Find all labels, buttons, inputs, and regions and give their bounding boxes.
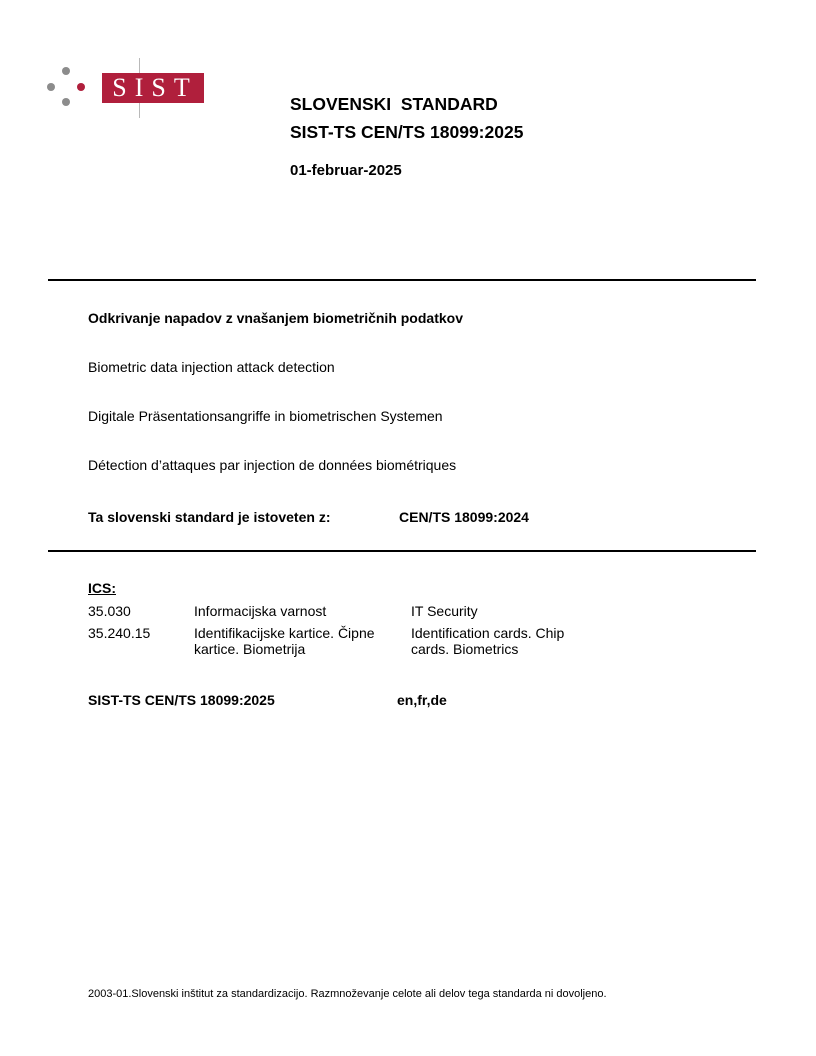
ics-title-sl: Informacijska varnost — [194, 603, 327, 619]
standard-code: SIST-TS CEN/TS 18099:2025 — [290, 122, 524, 142]
identity-label: Ta slovenski standard je istoveten z: — [88, 509, 331, 525]
ics-title-sl: Identifikacijske kartice. Čipne kartice. Biometrija — [194, 625, 375, 657]
sist-logo-dots — [44, 64, 88, 112]
title-english: Biometric data injection attack detection — [88, 359, 335, 375]
summary-languages: en,fr,de — [397, 692, 447, 708]
ics-title-en: Identification cards. Chip cards. Biometrics — [411, 625, 565, 657]
copyright-footer: 2003-01.Slovenski inštitut za standardizacijo. Razmnoževanje celote ali delov tega standarda ni dovoljeno. — [88, 988, 607, 1000]
identity-value: CEN/TS 18099:2024 — [399, 509, 529, 525]
ics-code: 35.030 — [88, 603, 131, 619]
ics-title-en: IT Security — [411, 603, 478, 619]
ics-label: ICS: — [88, 580, 116, 596]
title-german: Digitale Präsentationsangriffe in biometrischen Systemen — [88, 408, 443, 424]
ics-code: 35.240.15 — [88, 625, 151, 641]
standard-type-title: SLOVENSKI STANDARD — [290, 94, 498, 114]
publication-date: 01-februar-2025 — [290, 162, 402, 179]
bottom-rule — [48, 550, 756, 552]
summary-code: SIST-TS CEN/TS 18099:2025 — [88, 692, 275, 708]
title-slovenian: Odkrivanje napadov z vnašanjem biometričnih podatkov — [88, 310, 463, 326]
top-rule — [48, 279, 756, 281]
title-french: Détection d’attaques par injection de données biométriques — [88, 457, 457, 473]
sist-logo: SIST — [102, 73, 204, 103]
